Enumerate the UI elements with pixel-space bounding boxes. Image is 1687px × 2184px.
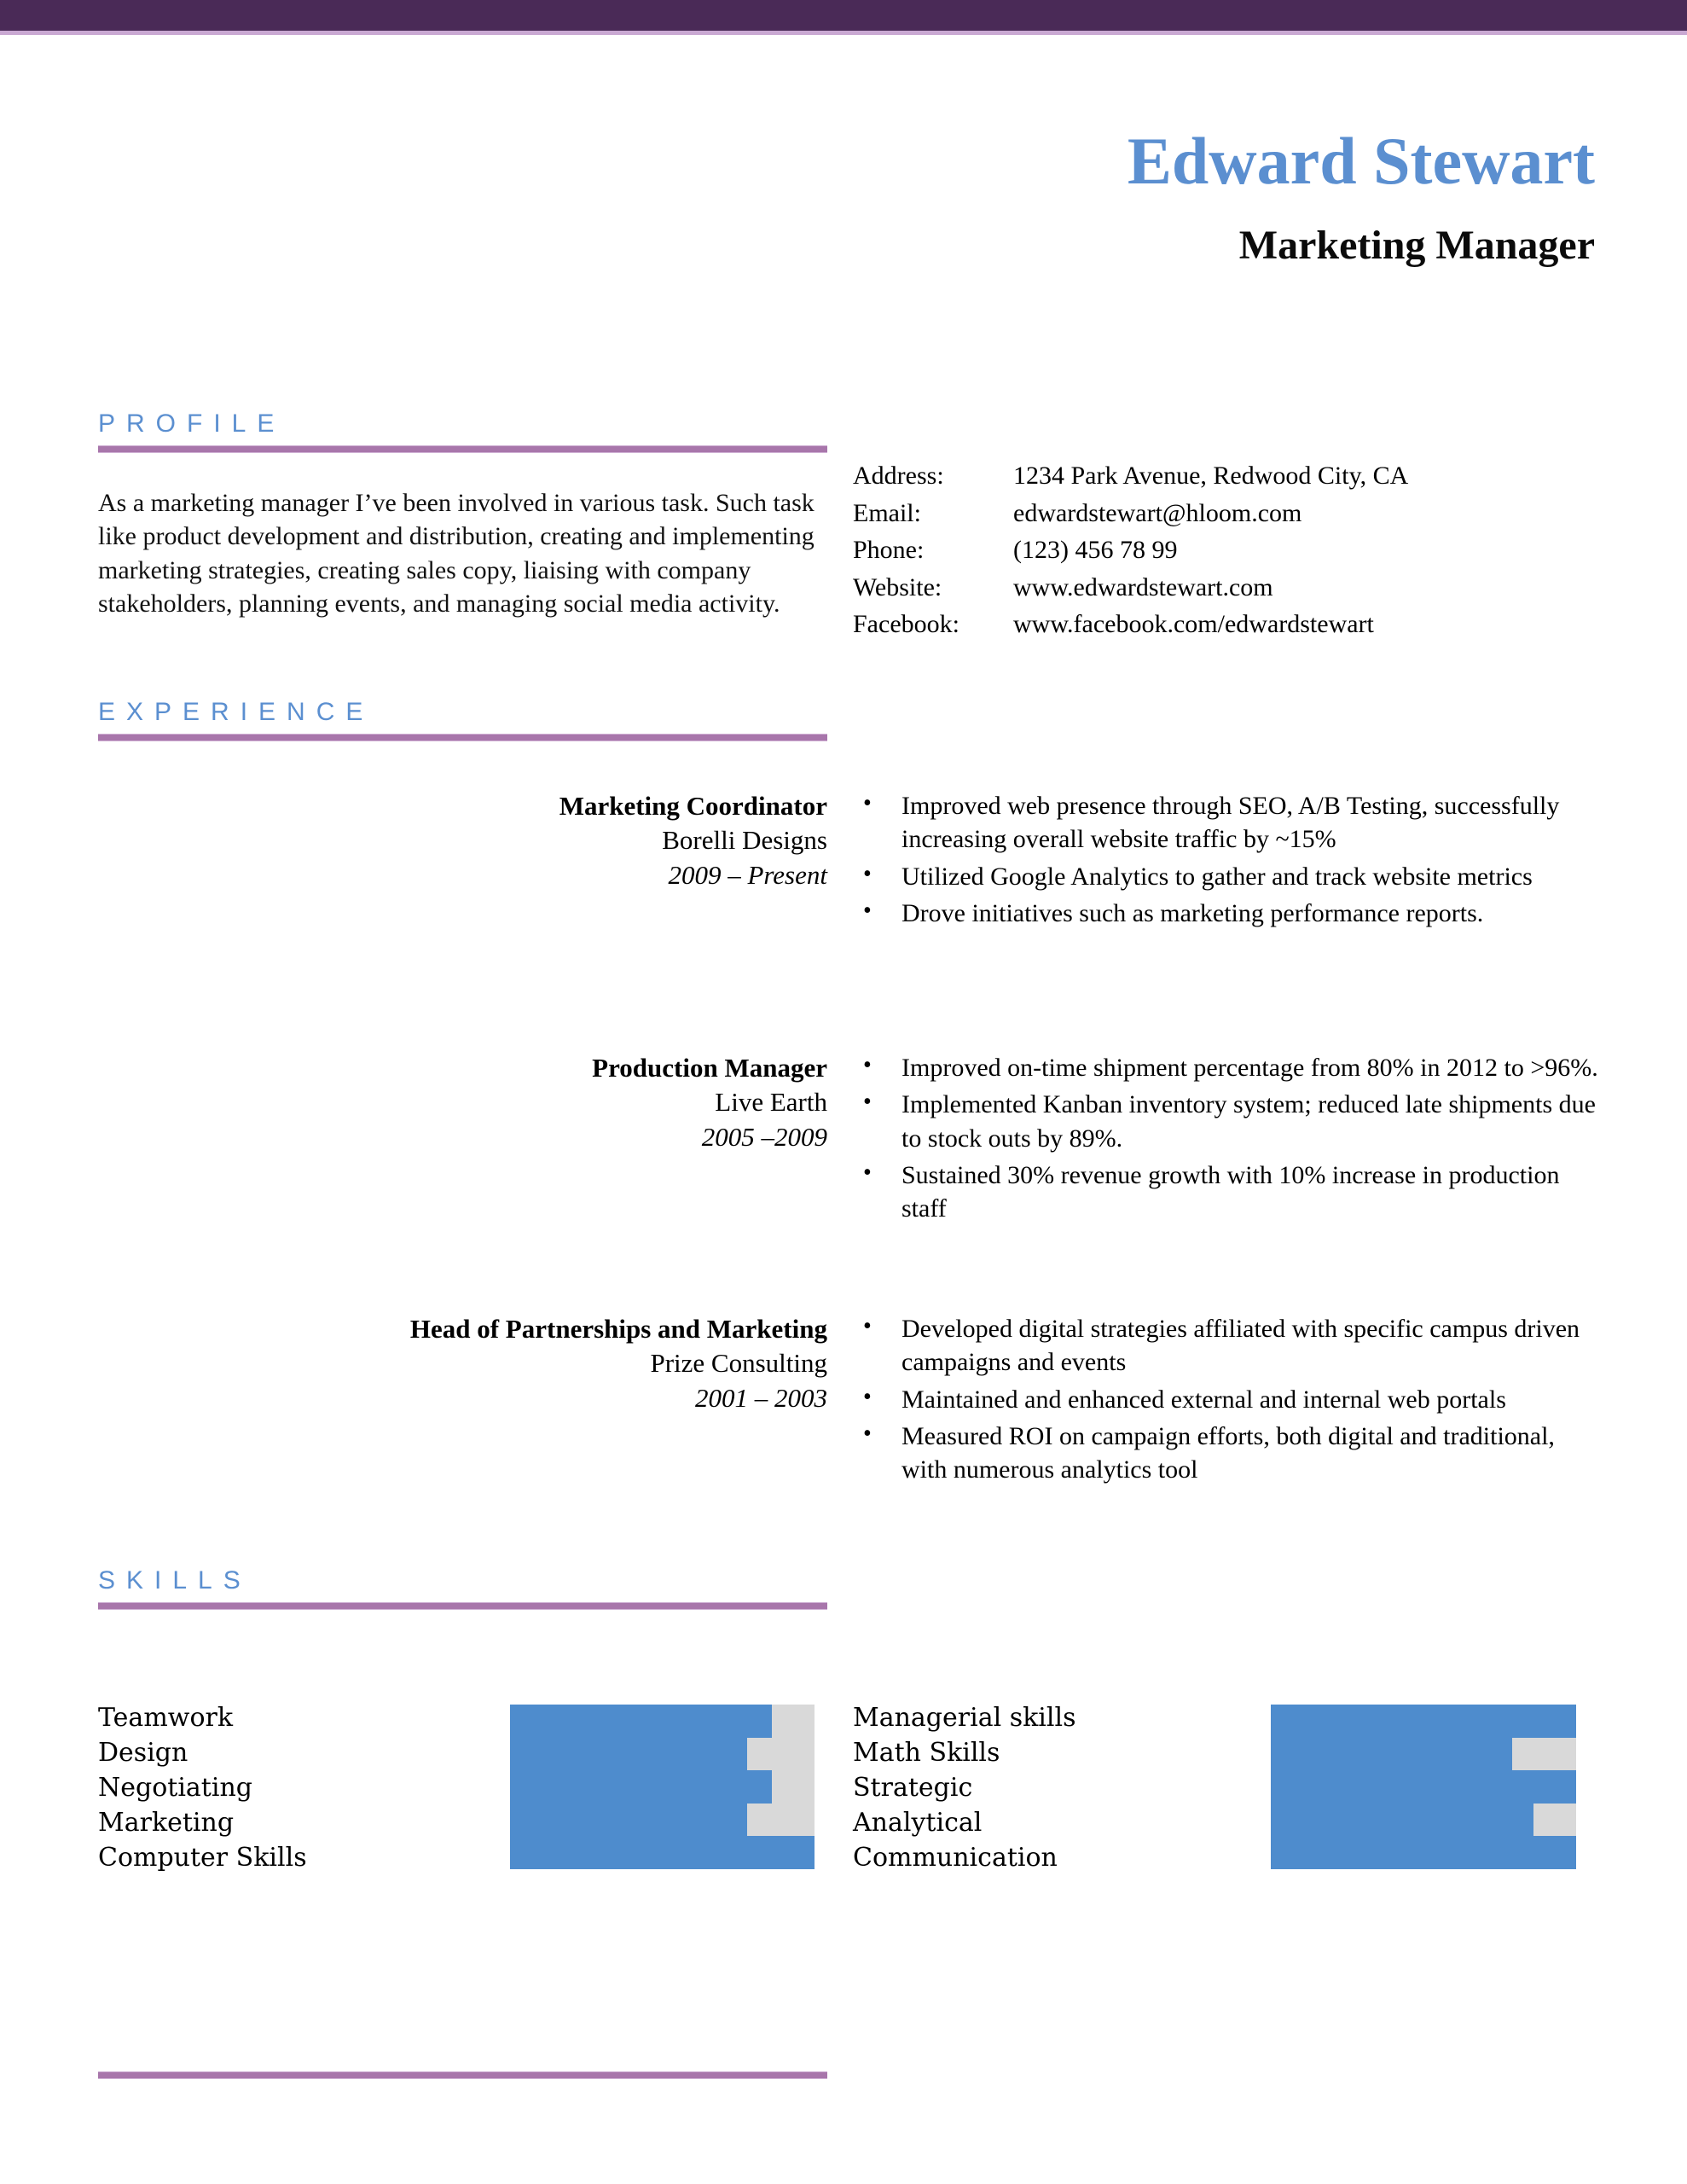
skill-bar-row xyxy=(1271,1705,1576,1738)
skill-bar-fill xyxy=(510,1738,747,1771)
experience-job-title: Production Manager xyxy=(592,1053,827,1083)
experience-job-title: Marketing Coordinator xyxy=(559,791,827,821)
experience-meta xyxy=(98,1312,827,1415)
top-accent-bar xyxy=(0,0,1687,31)
profile-summary-text: As a marketing manager I’ve been involved in various task. Such task like product development and distribution, creating and implementing marketing strategies, creating sales copy, liaising with company stakeholders, planning events, and managing social media activity. xyxy=(98,489,815,618)
skills-labels-left xyxy=(98,1700,307,1875)
section-header-profile xyxy=(98,411,827,453)
section-title-skills: SKILLS xyxy=(98,1566,252,1594)
experience-dates: 2009 – Present xyxy=(668,859,827,890)
experience-bullet: • Utilized Google Analytics to gather and track website metrics xyxy=(853,860,1599,893)
skill-bar-fill xyxy=(510,1836,815,1869)
contact-row-email xyxy=(853,495,1603,532)
skill-bar-fill xyxy=(1271,1770,1576,1804)
candidate-role: Marketing Manager xyxy=(1238,223,1595,268)
contact-label-phone: Phone: xyxy=(853,536,925,564)
skill-label: Computer Skills xyxy=(98,1843,307,1873)
contact-label-address: Address: xyxy=(853,462,944,490)
contact-label-email: Email: xyxy=(853,498,921,527)
skill-bar-row xyxy=(1271,1738,1576,1771)
contact-value-website[interactable]: www.edwardstewart.com xyxy=(1013,572,1273,601)
skill-label: Negotiating xyxy=(98,1773,252,1804)
skill-bar-row xyxy=(510,1836,815,1869)
contact-details xyxy=(853,457,1603,643)
top-accent-bar-edge xyxy=(0,31,1687,35)
skills-bar-chart-right xyxy=(1271,1705,1576,1869)
experience-bullet: • Maintained and enhanced external and internal web portals xyxy=(853,1383,1599,1416)
skill-bar-fill xyxy=(510,1705,772,1738)
candidate-name: Edward Stewart xyxy=(1127,124,1595,198)
skill-bar-row xyxy=(1271,1770,1576,1804)
experience-bullet: • Drove initiatives such as marketing performance reports. xyxy=(853,897,1599,930)
contact-value-facebook[interactable]: www.facebook.com/edwardstewart xyxy=(1013,610,1374,638)
experience-bullet: • Sustained 30% revenue growth with 10% increase in production staff xyxy=(853,1159,1599,1226)
experience-job-title: Head of Partnerships and Marketing xyxy=(409,1314,827,1344)
contact-row-phone xyxy=(853,531,1603,569)
skill-bar-row xyxy=(510,1804,815,1837)
experience-meta xyxy=(98,789,827,892)
contact-label-facebook: Facebook: xyxy=(853,610,959,638)
section-header-experience xyxy=(98,700,827,741)
skill-label: Marketing xyxy=(98,1808,235,1838)
contact-row-website xyxy=(853,569,1603,607)
experience-meta xyxy=(98,1051,827,1154)
skills-labels-right xyxy=(853,1700,1075,1875)
experience-company: Prize Consulting xyxy=(650,1348,827,1379)
experience-bullets xyxy=(853,1051,1599,1228)
skill-bar-fill xyxy=(510,1770,772,1804)
section-header-skills xyxy=(98,1568,827,1610)
skill-bar-row xyxy=(510,1770,815,1804)
skill-bar-row xyxy=(510,1738,815,1771)
experience-bullet: • Implemented Kanban inventory system; reduced late shipments due to stock outs by 89%. xyxy=(853,1088,1599,1155)
section-title-profile: PROFILE xyxy=(98,410,286,438)
contact-value-address: 1234 Park Avenue, Redwood City, CA xyxy=(1013,462,1409,490)
skill-bar-row xyxy=(510,1705,815,1738)
skill-label: Strategic xyxy=(853,1773,973,1804)
skill-bar-fill xyxy=(1271,1804,1533,1837)
experience-bullets xyxy=(853,1312,1599,1490)
experience-dates: 2005 –2009 xyxy=(701,1121,827,1152)
experience-company: Live Earth xyxy=(715,1087,827,1118)
experience-bullets xyxy=(853,789,1599,933)
contact-value-email[interactable]: edwardstewart@hloom.com xyxy=(1013,498,1302,527)
skill-label: Managerial skills xyxy=(853,1703,1076,1733)
resume-header xyxy=(0,124,1595,268)
skill-bar-fill xyxy=(510,1804,747,1837)
experience-dates: 2001 – 2003 xyxy=(695,1382,827,1413)
experience-bullet: • Improved on-time shipment percentage from 80% in 2012 to >96%. xyxy=(853,1051,1599,1084)
skill-bar-fill xyxy=(1271,1836,1576,1869)
contact-row-address xyxy=(853,457,1603,495)
contact-label-website: Website: xyxy=(853,572,942,601)
skill-bar-fill xyxy=(1271,1705,1576,1738)
experience-company: Borelli Designs xyxy=(662,825,827,856)
experience-bullet: • Measured ROI on campaign efforts, both digital and traditional, with numerous analytics tool xyxy=(853,1420,1599,1487)
footer-rule xyxy=(98,2071,827,2079)
section-rule-skills xyxy=(98,1602,827,1610)
section-rule-profile xyxy=(98,445,827,453)
skill-bar-row xyxy=(1271,1836,1576,1869)
section-title-experience: EXPERIENCE xyxy=(98,698,374,726)
skill-bar-row xyxy=(1271,1804,1576,1837)
skill-bar-fill xyxy=(1271,1738,1512,1771)
skill-label: Analytical xyxy=(853,1808,983,1838)
skills-bar-chart-left xyxy=(510,1705,815,1869)
contact-row-facebook xyxy=(853,606,1603,643)
skill-label: Design xyxy=(98,1738,188,1769)
skill-label: Math Skills xyxy=(853,1738,1000,1769)
experience-bullet: • Improved web presence through SEO, A/B Testing, successfully increasing overall website traffic by ~15% xyxy=(853,789,1599,857)
skill-label: Communication xyxy=(853,1843,1058,1873)
skill-label: Teamwork xyxy=(98,1703,234,1733)
section-rule-experience xyxy=(98,734,827,741)
experience-bullet: • Developed digital strategies affiliated with specific campus driven campaigns and events xyxy=(853,1312,1599,1380)
contact-value-phone: (123) 456 78 99 xyxy=(1013,536,1178,564)
